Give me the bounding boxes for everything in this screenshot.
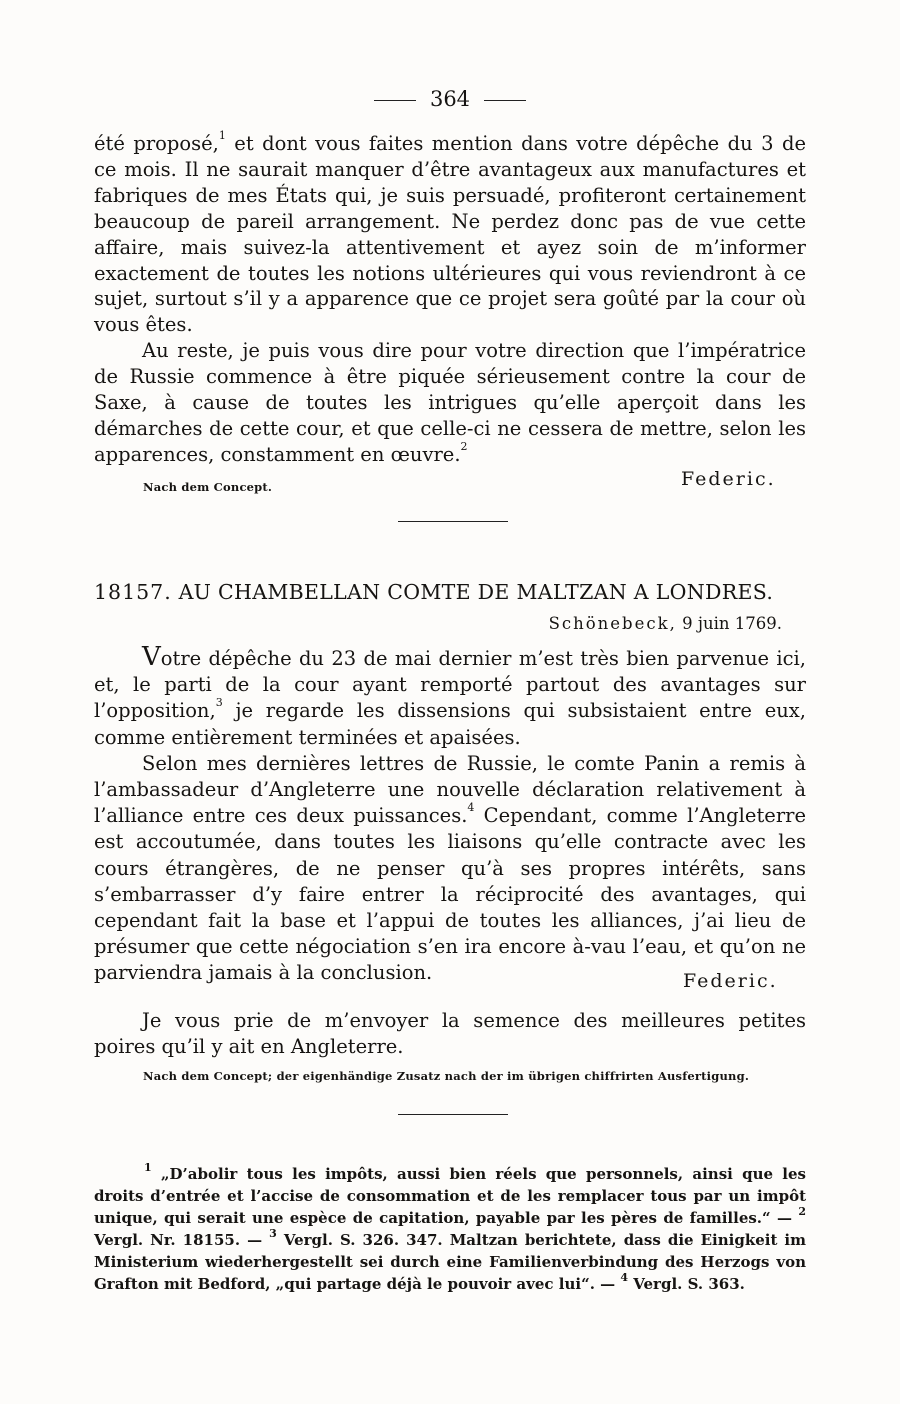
page-number-text: 364	[429, 87, 471, 111]
letter-2-dateline	[549, 614, 782, 633]
text-run: et dont vous faites mention dans votre dépêche du 3 de ce mois. Il ne saurait manquer d’être avantageux aux manufactures et fabriques de mes États qui, je suis persuadé, profiteront certainement beaucoup de pareil arrangement. Ne perdez donc pas de vue cette affaire, mais suivez-la attentivement et ayez soin de m’informer exactement de toutes les notions ultérieures qui vous reviendront à ce sujet, surtout s’il y a apparence que ce projet sera goûté par la cour où vous êtes.	[94, 132, 806, 337]
letter-2-postscript: Je vous prie de m’envoyer la semence des meilleures petites poires qu’il y ait en Angleterre.	[94, 1009, 806, 1058]
letter-2-source-note: Nach dem Concept; der eigenhändige Zusatz nach der im übrigen chiffrirten Ausfertigung.	[143, 1069, 750, 1083]
letter-place: Schönebeck,	[548, 614, 677, 633]
text-run: Selon mes dernières lettres de Russie, le comte Panin a remis à l’ambassadeur d’Angleterre une nouvelle déclaration relativement à l’alliance entre ces deux puissances.	[94, 751, 806, 828]
text-run: Vergl. S. 326. 347. Maltzan berichtete, dass die Einigkeit im Ministerium wiederhergestellt sei durch eine Familienverbindung des Herzogs von Grafton mit Bedford, „qui partage déjà le pouvoir avec lui“. —	[94, 1231, 806, 1293]
footnote-marker: 2	[460, 439, 468, 453]
footnote-text	[94, 1163, 806, 1295]
letter-2-paragraph-1	[94, 644, 806, 751]
right-dash	[484, 100, 526, 101]
letter-2-postscript-block	[94, 1008, 806, 1060]
drop-initial: V	[142, 642, 161, 672]
footnote-marker: 3	[215, 696, 223, 710]
text-run: Vergl. Nr. 18155. —	[94, 1231, 270, 1249]
letter-2-body	[94, 644, 806, 987]
page-number	[0, 86, 900, 112]
text-run: „D’abolir tous les impôts, aussi bien réels que personnels, ainsi que les droits d’entrée et l’accise de consommation et de les remplacer tous par un impôt unique, qui serait une espèce de capitation, payable par les pères de familles.“ —	[94, 1165, 806, 1227]
section-divider-2	[398, 1114, 508, 1115]
text-run: Cependant, comme l’Angleterre est accoutumée, dans toutes les liaisons qu’elle contracte avec les cours étrangères, de ne penser qu’à ses propres intérêts, sans s’embarrasser d’y faire entrer la réciprocité des avantages, qui cependant fait la base et l’appui de toutes les alliances, j’ai lieu de présumer que cette négociation s’en ira encore à-vau l’eau, et qu’on ne parviendra jamais à la conclusion.	[94, 804, 806, 985]
footnote-marker: 3	[269, 1227, 277, 1240]
text-run: je regarde les dissensions qui subsistaient entre eux, comme entièrement terminées et apaisées.	[94, 699, 806, 749]
text-run: Au reste, je puis vous dire pour votre direction que l’impératrice de Russie commence à être piquée sérieusement contre la cour de Saxe, à cause de toutes les intrigues qu’elle aperçoit dans les démarches de cette cour, et que celle-ci ne cessera de mettre, selon les apparences, constamment en œuvre.	[94, 339, 806, 466]
letter-1-paragraph-2	[94, 338, 806, 468]
letter-2-paragraph-2	[94, 751, 806, 987]
footnote-marker: 2	[798, 1205, 806, 1218]
letter-title: AU CHAMBELLAN COMTE DE MALTZAN A LONDRES.	[178, 580, 774, 604]
footnote-marker: 4	[620, 1271, 629, 1284]
footnote-marker: 1	[144, 1161, 152, 1174]
text-run: Vergl. S. 363.	[628, 1275, 745, 1293]
left-dash	[374, 100, 416, 101]
text-run: été proposé,	[94, 132, 219, 155]
footnote-marker: 1	[218, 129, 226, 142]
letter-1-paragraph-1	[94, 131, 806, 338]
letter-1-body	[94, 131, 806, 468]
footnote-marker: 4	[467, 801, 475, 815]
section-divider-1	[398, 521, 508, 522]
letter-1-source-note: Nach dem Concept.	[143, 480, 273, 494]
letter-2-signature: Federic.	[683, 970, 778, 992]
letter-1-signature: Federic.	[681, 468, 776, 490]
text-run: otre dépêche du 23 de mai dernier m’est très bien parvenue ici, et, le parti de la cour ayant remporté partout des avantages sur l’opposition,	[94, 647, 806, 723]
letter-2-heading	[94, 580, 806, 604]
footnotes	[94, 1163, 806, 1295]
letter-date: 9 juin 1769.	[682, 614, 782, 633]
letter-number: 18157.	[94, 580, 172, 604]
letter-2-paragraph-1-text	[94, 647, 806, 749]
